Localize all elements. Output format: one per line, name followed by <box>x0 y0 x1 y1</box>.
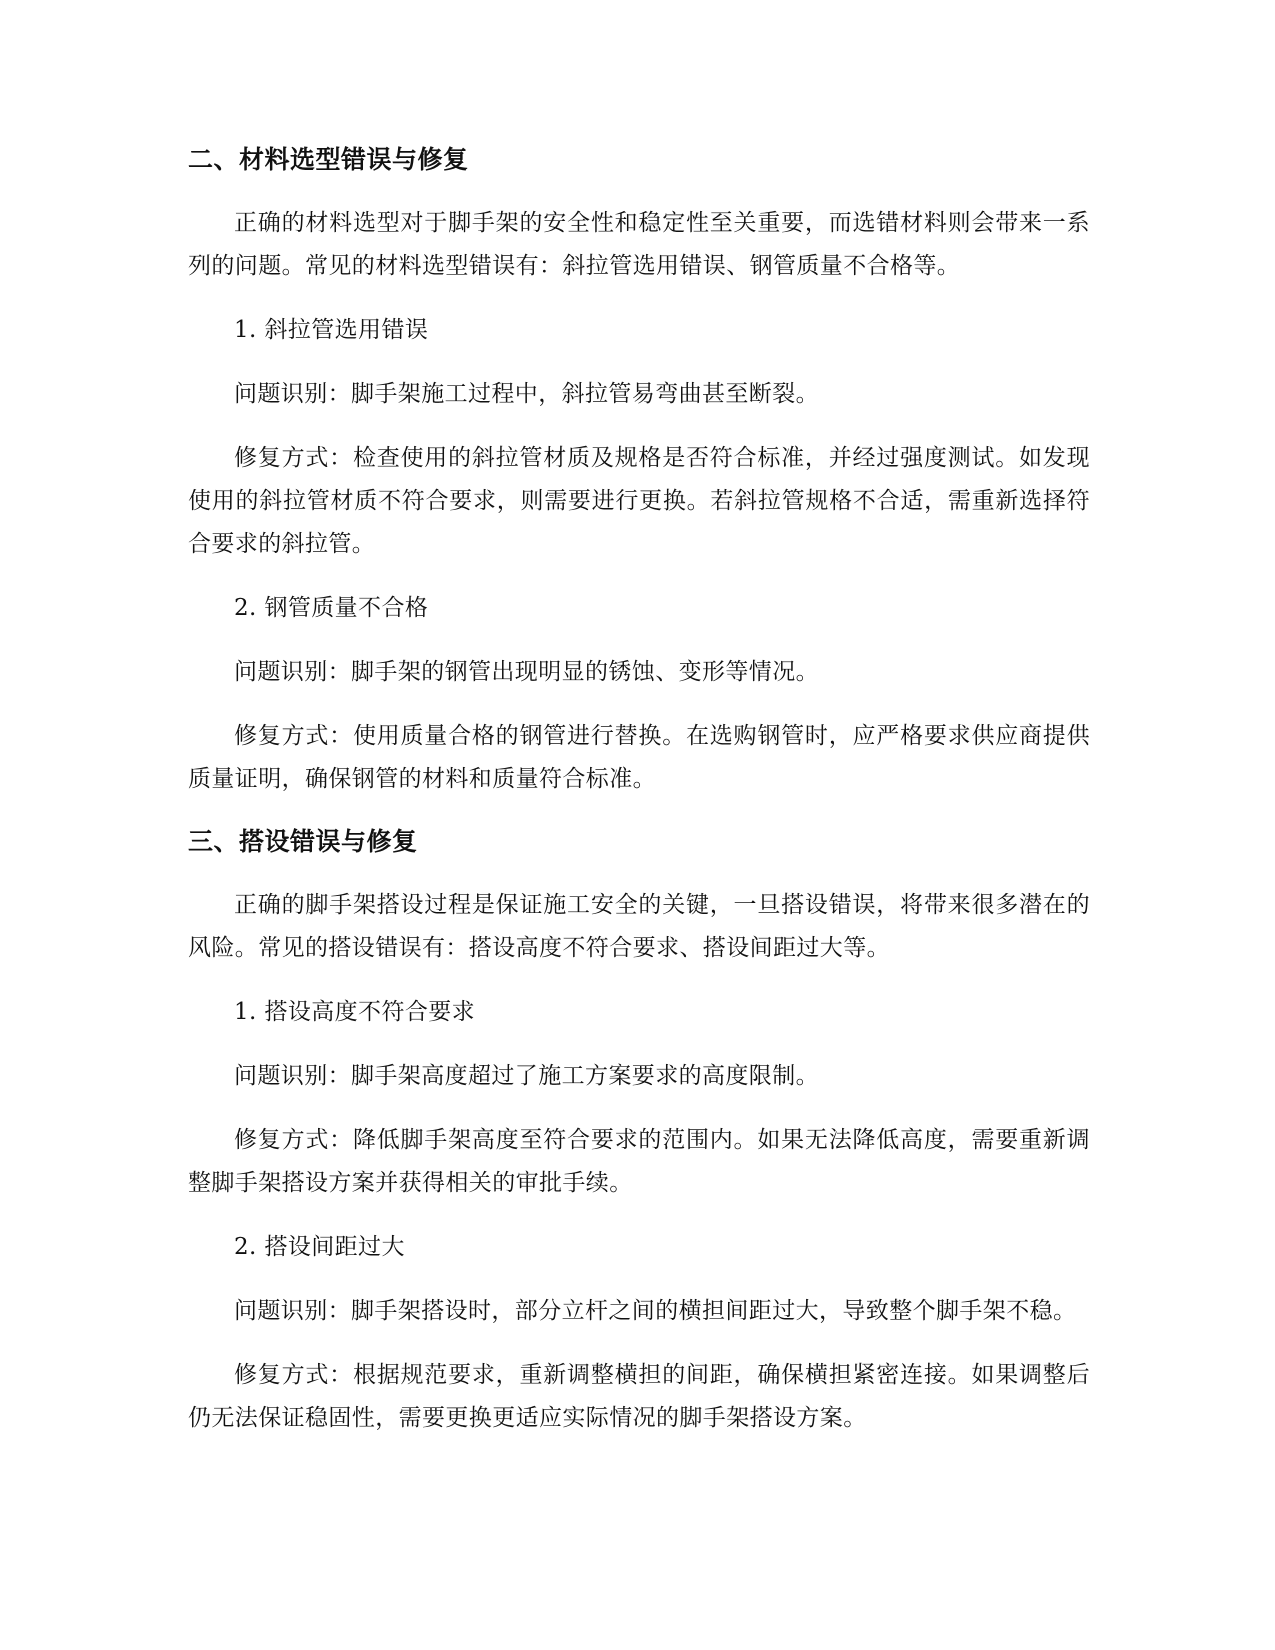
problem-paragraph: 问题识别：脚手架搭设时，部分立杆之间的横担间距过大，导致整个脚手架不稳。 <box>234 1298 1077 1324</box>
item-title: 1. 斜拉管选用错误 <box>234 317 429 343</box>
item-title: 1. 搭设高度不符合要求 <box>234 999 476 1025</box>
section-heading: 三、搭设错误与修复 <box>188 827 418 856</box>
problem-paragraph: 问题识别：脚手架高度超过了施工方案要求的高度限制。 <box>234 1063 819 1089</box>
section-intro: 正确的材料选型对于脚手架的安全性和稳定性至关重要，而选错材料则会带来一系列的问题。常见的材料选型错误有：斜拉管选用错误、钢管质量不合格等。 <box>188 210 1090 279</box>
problem-paragraph: 问题识别：脚手架的钢管出现明显的锈蚀、变形等情况。 <box>234 659 819 685</box>
item-title: 2. 钢管质量不合格 <box>234 595 429 621</box>
document-page <box>188 140 1090 1440</box>
fix-paragraph: 修复方式：降低脚手架高度至符合要求的范围内。如果无法降低高度，需要重新调整脚手架搭设方案并获得相关的审批手续。 <box>188 1127 1090 1196</box>
problem-paragraph: 问题识别：脚手架施工过程中，斜拉管易弯曲甚至断裂。 <box>234 381 819 407</box>
fix-paragraph: 修复方式：检查使用的斜拉管材质及规格是否符合标准，并经过强度测试。如发现使用的斜拉管材质不符合要求，则需要进行更换。若斜拉管规格不合适，需重新选择符合要求的斜拉管。 <box>188 445 1090 557</box>
fix-paragraph: 修复方式：使用质量合格的钢管进行替换。在选购钢管时，应严格要求供应商提供质量证明，确保钢管的材料和质量符合标准。 <box>188 723 1090 792</box>
fix-paragraph: 修复方式：根据规范要求，重新调整横担的间距，确保横担紧密连接。如果调整后仍无法保证稳固性，需要更换更适应实际情况的脚手架搭设方案。 <box>188 1362 1090 1431</box>
item-title: 2. 搭设间距过大 <box>234 1234 405 1260</box>
section-heading: 二、材料选型错误与修复 <box>188 145 469 174</box>
section-intro: 正确的脚手架搭设过程是保证施工安全的关键，一旦搭设错误，将带来很多潜在的风险。常见的搭设错误有：搭设高度不符合要求、搭设间距过大等。 <box>188 892 1090 961</box>
